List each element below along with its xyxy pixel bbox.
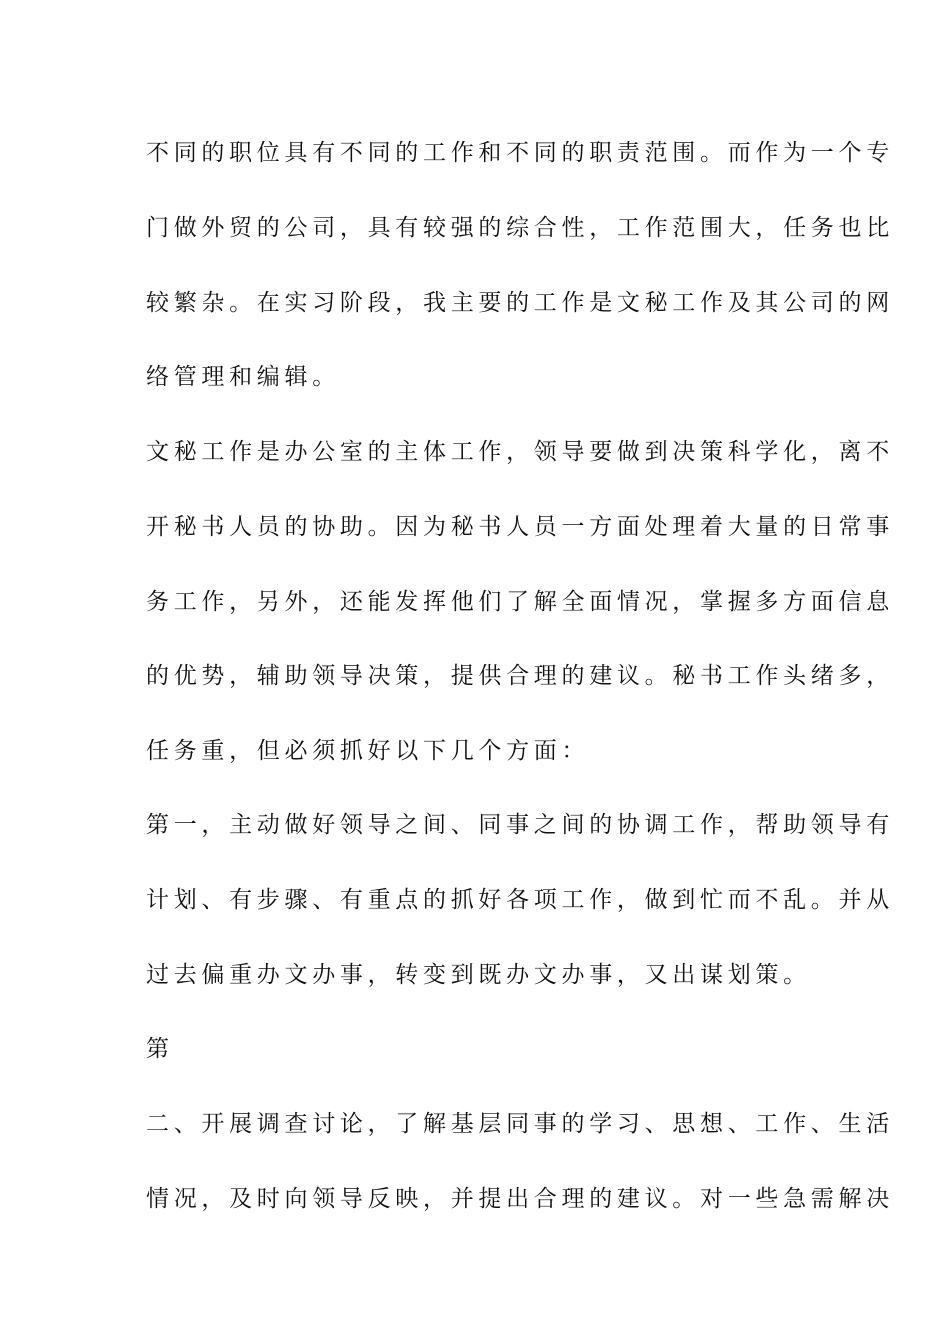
text-line: 文秘工作是办公室的主体工作，领导要做到决策科学化，离不 <box>146 439 894 465</box>
text-line: 务工作，另外，还能发挥他们了解全面情况，掌握多方面信息 <box>146 589 894 615</box>
text-line: 不同的职位具有不同的工作和不同的职责范围。而作为一个专 <box>146 140 894 166</box>
text-line: 情况，及时向领导反映，并提出合理的建议。对一些急需解决 <box>146 1186 894 1212</box>
text-line: 任务重，但必须抓好以下几个方面： <box>146 738 590 764</box>
text-line: 二、开展调查讨论，了解基层同事的学习、思想、工作、生活 <box>146 1111 894 1137</box>
text-line: 计划、有步骤、有重点的抓好各项工作，做到忙而不乱。并从 <box>146 887 894 913</box>
text-line: 开秘书人员的协助。因为秘书人员一方面处理着大量的日常事 <box>146 514 894 540</box>
text-line: 第一，主动做好领导之间、同事之间的协调工作，帮助领导有 <box>146 812 894 838</box>
text-line: 的优势，辅助领导决策，提供合理的建议。秘书工作头绪多， <box>146 663 894 689</box>
text-line: 过去偏重办文办事，转变到既办文办事，又出谋划策。 <box>146 962 811 988</box>
text-line: 络管理和编辑。 <box>146 364 340 390</box>
text-line: 第 <box>146 1036 174 1062</box>
text-line: 较繁杂。在实习阶段，我主要的工作是文秘工作及其公司的网 <box>146 290 894 316</box>
text-line: 门做外贸的公司，具有较强的综合性，工作范围大，任务也比 <box>146 215 894 241</box>
